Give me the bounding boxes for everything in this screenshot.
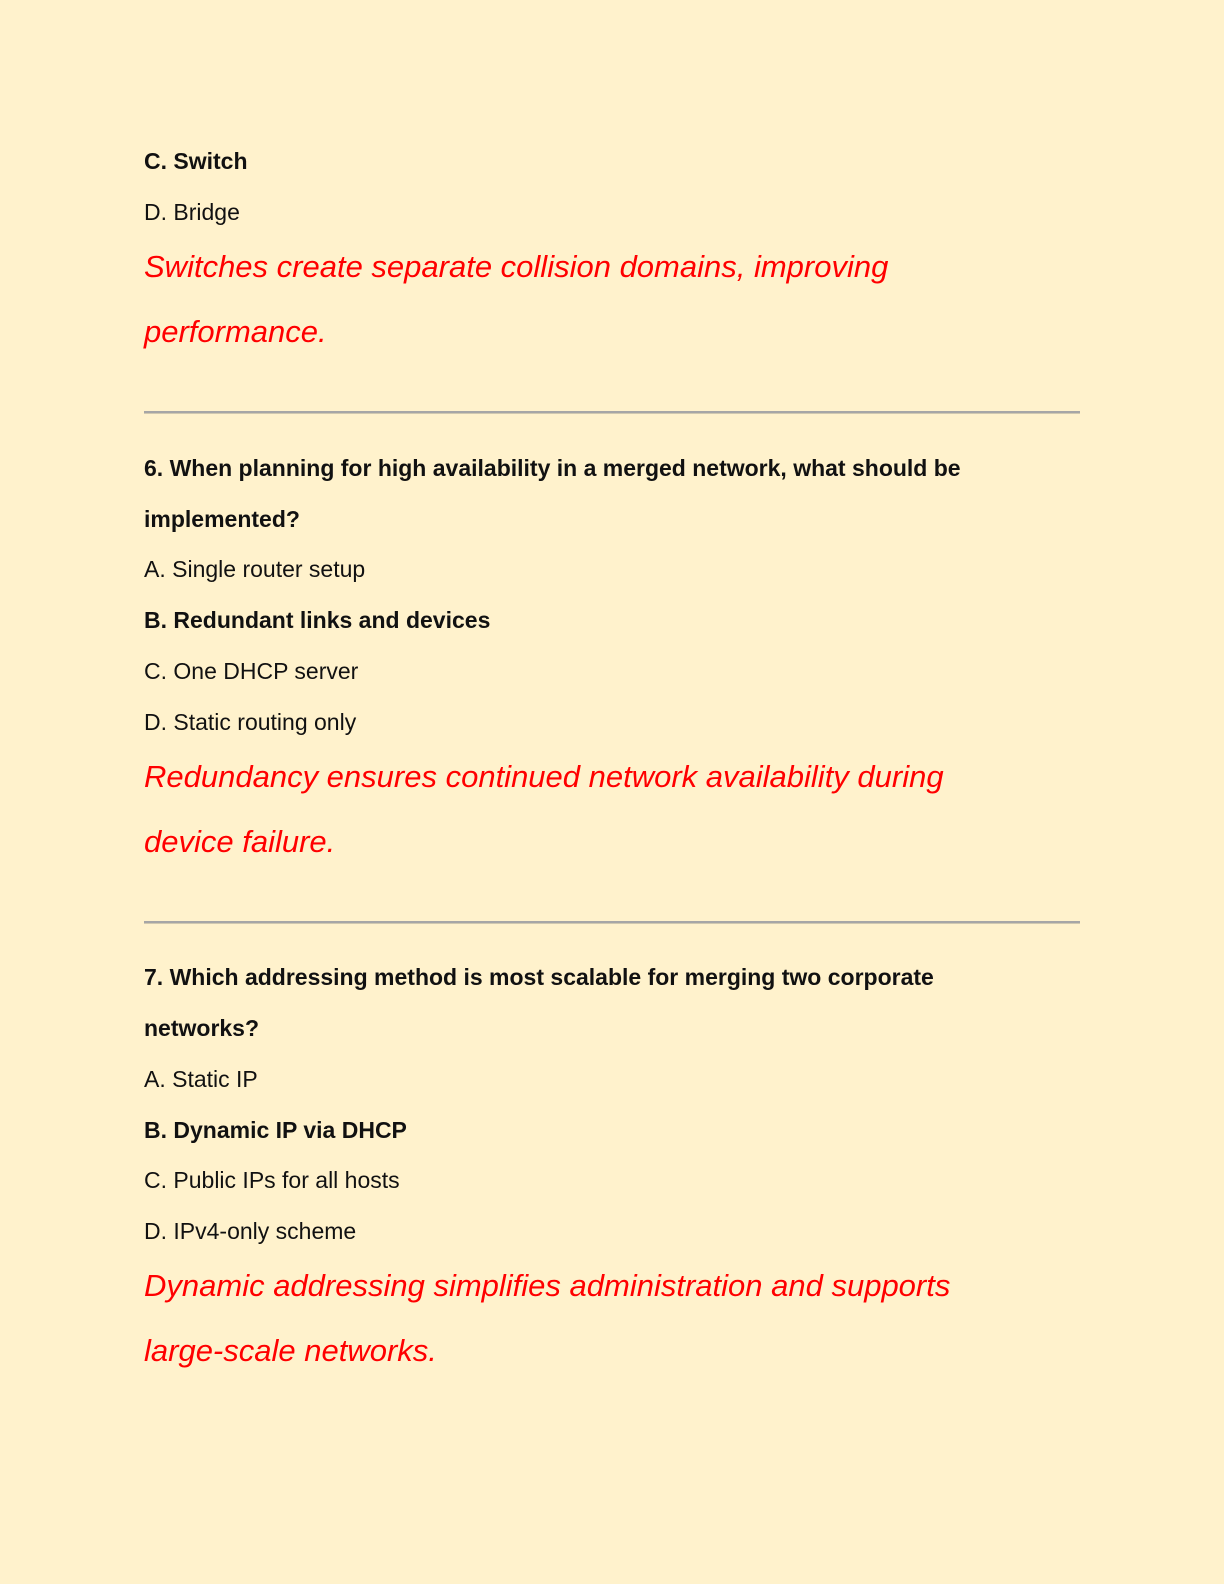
q6-option-c: C. One DHCP server (144, 658, 359, 684)
q7-option-d: D. IPv4-only scheme (144, 1218, 357, 1244)
q7-option-b-correct: B. Dynamic IP via DHCP (144, 1117, 407, 1143)
q7-question-line1: 7. Which addressing method is most scalable for merging two corporate (144, 964, 934, 990)
q6-option-b-correct: B. Redundant links and devices (144, 607, 491, 633)
q7-option-c: C. Public IPs for all hosts (144, 1167, 400, 1193)
q6-option-a: A. Single router setup (144, 556, 366, 582)
q7-option-a: A. Static IP (144, 1066, 258, 1092)
q5-option-d: D. Bridge (144, 199, 240, 225)
q6-option-d: D. Static routing only (144, 709, 357, 735)
q5-explanation-line2: performance. (144, 314, 327, 349)
q5-option-c-correct: C. Switch (144, 148, 248, 174)
q7-explanation-line2: large-scale networks. (144, 1333, 437, 1368)
q6-explanation-line1: Redundancy ensures continued network availability during (144, 759, 944, 794)
q6-explanation-line2: device failure. (144, 824, 336, 859)
q7-explanation-line1: Dynamic addressing simplifies administration and supports (144, 1268, 951, 1303)
divider (144, 411, 1080, 414)
q6-question-line1: 6. When planning for high availability in a merged network, what should be (144, 455, 961, 481)
q7-question-line2: networks? (144, 1015, 260, 1041)
divider (144, 921, 1080, 924)
q5-explanation-line1: Switches create separate collision domains, improving (144, 249, 889, 284)
q6-question-line2: implemented? (144, 506, 300, 532)
